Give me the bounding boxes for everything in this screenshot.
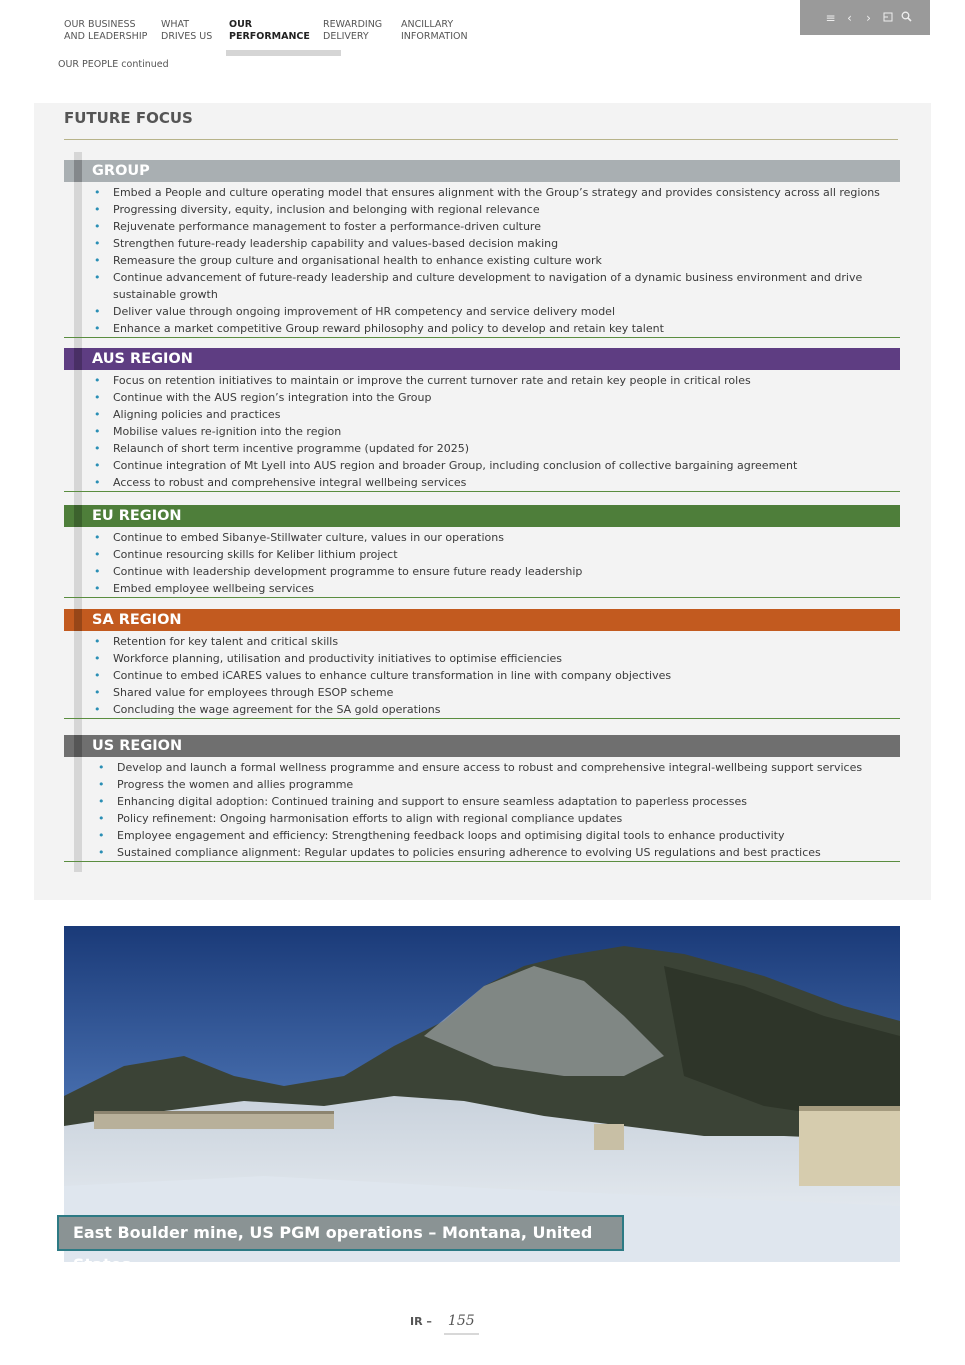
top-nav: [64, 19, 481, 52]
chevron-right-icon[interactable]: ›: [866, 10, 871, 25]
page-subtitle: OUR PEOPLE continued: [58, 59, 169, 70]
section-us-region: [64, 735, 900, 862]
chevron-left-icon[interactable]: ‹: [847, 10, 852, 25]
nav-item-what-drives-us[interactable]: WHAT DRIVES US: [161, 19, 213, 42]
photo-caption: East Boulder mine, US PGM operations – Montana, United States: [57, 1215, 624, 1251]
list-item: • Workforce planning, utilisation and productivity initiatives to optimise efficiencies: [94, 650, 900, 667]
search-icon[interactable]: [901, 11, 912, 25]
list-item: • Continue resourcing skills for Keliber lithium project: [94, 546, 900, 563]
page-footer: [410, 1313, 479, 1335]
list-item: • Continue to embed Sibanye-Stillwater culture, values in our operations: [94, 529, 900, 546]
section-sa-region: [64, 609, 900, 719]
list-item: • Enhance a market competitive Group reward philosophy and policy to develop and retain key talent: [94, 320, 900, 337]
panel-title: FUTURE FOCUS: [64, 109, 193, 127]
list-item: • Shared value for employees through ESOP scheme: [94, 684, 900, 701]
list-item: • Embed employee wellbeing services: [94, 580, 900, 597]
footer-prefix: IR –: [410, 1315, 432, 1328]
list-item: • Continue with the AUS region’s integration into the Group: [94, 389, 900, 406]
list-item: • Continue to embed iCARES values to enhance culture transformation in line with company objectives: [94, 667, 900, 684]
list-item: • Progressing diversity, equity, inclusion and belonging with regional relevance: [94, 201, 900, 218]
list-item: • Relaunch of short term incentive programme (updated for 2025): [94, 440, 900, 457]
list-item: • Continue with leadership development programme to ensure future ready leadership: [94, 563, 900, 580]
list-item: • Deliver value through ongoing improvement of HR competency and service delivery model: [94, 303, 900, 320]
section-header: US REGION: [64, 735, 900, 757]
section-header: SA REGION: [64, 609, 900, 631]
list-item: • Embed a People and culture operating model that ensures alignment with the Group’s strategy and provides consistency across all regions: [94, 184, 900, 201]
toolbar: [800, 0, 930, 35]
section-list: [64, 633, 900, 719]
list-item: • Strengthen future-ready leadership capability and values-based decision making: [94, 235, 900, 252]
list-item: • Focus on retention initiatives to maintain or improve the current turnover rate and retain key people in critical roles: [94, 372, 900, 389]
list-item: • Retention for key talent and critical skills: [94, 633, 900, 650]
section-header: GROUP: [64, 160, 900, 182]
list-item: • Continue advancement of future-ready leadership and culture development to navigation of a dynamic business environment and drive sustainable growth: [94, 269, 900, 303]
list-item: • Continue integration of Mt Lyell into AUS region and broader Group, including conclusion of collective bargaining agreement: [94, 457, 900, 474]
list-item: • Access to robust and comprehensive integral wellbeing services: [94, 474, 900, 491]
section-aus-region: [64, 348, 900, 492]
list-item: • Progress the women and allies programme: [98, 776, 900, 793]
menu-icon[interactable]: ≡: [825, 10, 836, 25]
nav-item-ancillary-information[interactable]: ANCILLARY INFORMATION: [401, 19, 468, 42]
section-header: EU REGION: [64, 505, 900, 527]
page-number: 155: [444, 1313, 479, 1335]
section-group: [64, 160, 900, 338]
section-list: [64, 529, 900, 598]
section-list: [64, 759, 900, 862]
list-item: • Concluding the wage agreement for the SA gold operations: [94, 701, 900, 718]
mine-photo: [64, 926, 900, 1262]
list-item: • Aligning policies and practices: [94, 406, 900, 423]
section-header: AUS REGION: [64, 348, 900, 370]
list-item: • Mobilise values re-ignition into the region: [94, 423, 900, 440]
list-item: • Employee engagement and efficiency: Strengthening feedback loops and optimising digital tools to enhance productivity: [98, 827, 900, 844]
section-eu-region: [64, 505, 900, 598]
list-item: • Develop and launch a formal wellness programme and ensure access to robust and comprehensive integral-wellbeing support services: [98, 759, 900, 776]
panel-divider: [64, 139, 898, 140]
mine-landscape-image: [64, 926, 900, 1262]
section-list: [64, 184, 900, 338]
nav-item-our-performance[interactable]: OUR PERFORMANCE: [229, 19, 323, 52]
list-item: • Enhancing digital adoption: Continued training and support to ensure seamless adaptation to paperless processes: [98, 793, 900, 810]
list-item: • Rejuvenate performance management to foster a performance-driven culture: [94, 218, 900, 235]
nav-item-our-business[interactable]: OUR BUSINESS AND LEADERSHIP: [64, 19, 148, 42]
list-item: • Sustained compliance alignment: Regular updates to policies ensuring adherence to evolving US regulations and best practices: [98, 844, 900, 861]
list-item: • Remeasure the group culture and organisational health to enhance existing culture work: [94, 252, 900, 269]
exit-icon[interactable]: [882, 11, 893, 25]
list-item: • Policy refinement: Ongoing harmonisation efforts to align with regional compliance updates: [98, 810, 900, 827]
section-list: [64, 372, 900, 492]
nav-item-rewarding-delivery[interactable]: REWARDING DELIVERY: [323, 19, 383, 42]
